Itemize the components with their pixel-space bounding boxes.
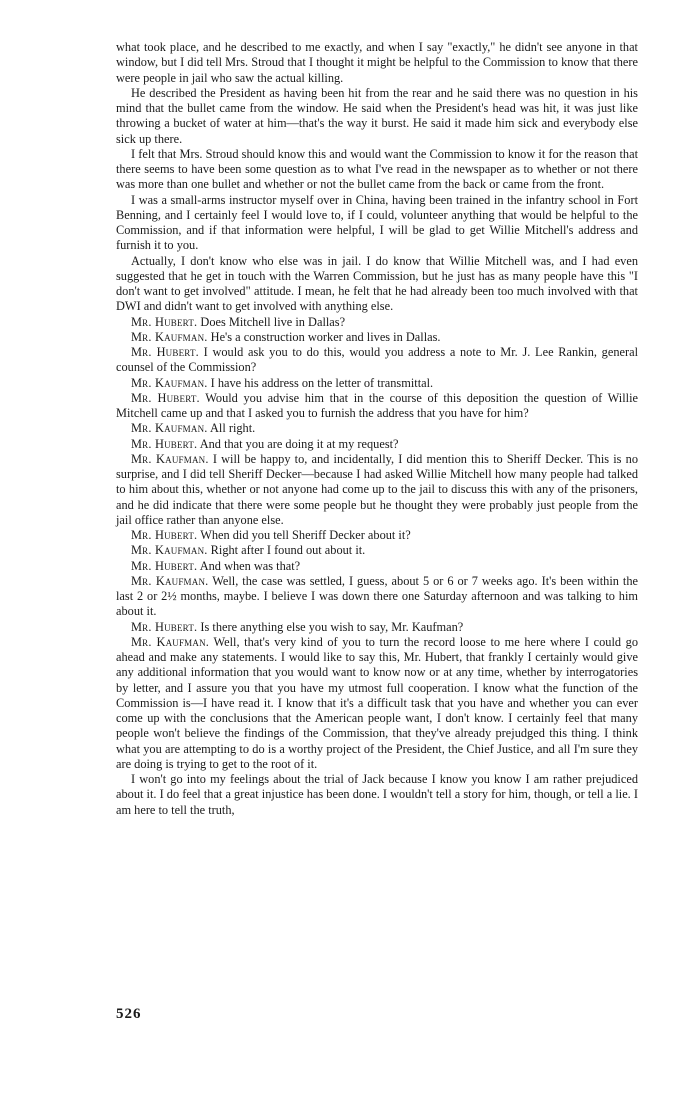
dialogue-line: Mr. Kaufman. All right. (131, 421, 256, 436)
paragraph: I won't go into my feelings about the trial of Jack because I know you know I am rather prejudiced about it. I do feel that a great injustice has been done. I wouldn't tell a story for him, though, or tell a lie. I am here to tell the truth, (116, 772, 638, 817)
speaker-label: Mr. Hubert. (131, 528, 198, 542)
dialogue-line: Mr. Kaufman. Right after I found out about it. (131, 543, 366, 558)
paragraph: Actually, I don't know who else was in jail. I do know that Willie Mitchell was, and I had even suggested that he get in touch with the Warren Commission, but he just has as many people have this "I don't want to get involved" attitude. I mean, he felt that he had already been too much involved with that DWI and didn't want to get involved with anything else. (116, 253, 638, 314)
speaker-label: Mr. Hubert. (131, 314, 198, 329)
dialogue-line: Mr. Kaufman. He's a construction worker and lives in Dallas. (131, 329, 441, 344)
dialogue-line: Mr. Hubert. I would ask you to do this, would you address a note to Mr. J. Lee Rankin, general counsel of the Commission? (116, 345, 639, 375)
speaker-label: Mr. Kaufman. (131, 634, 210, 649)
speaker-label: Mr. Kaufman. (131, 329, 208, 344)
page-number: 526 (116, 1006, 142, 1022)
speaker-label: Mr. Hubert. (131, 619, 198, 634)
speaker-label: Mr. Kaufman. (131, 375, 208, 390)
dialogue-line: Mr. Kaufman. I will be happy to, and incidentally, I did mention this to Sheriff Decker. This is no surprise, and I did tell Sheriff Decker—because I had asked Willie Mitchell how many people had talked to him about this, whether or not anyone had come up to the jail to discuss this with any of the prisoners, and he did indicate that there were some people but he thought they were probably just people from the jail office rather than anyone else. (116, 451, 638, 527)
speaker-label: Mr. Hubert. (131, 436, 198, 451)
paragraph: what took place, and he described to me exactly, and when I say "exactly," he didn't see anyone in that window, but I did tell Mrs. Stroud that I thought it might be helpful to the Commission to know that there were people in jail who saw the actual killing. (116, 40, 638, 85)
paragraph: I was a small-arms instructor myself over in China, having been trained in the infantry school in Fort Benning, and I certainly feel I would love to, if I could, volunteer anything that would be helpful to the Commission, and if that information were helpful, I will be glad to get Willie Mitchell's address and furnish it to you. (116, 192, 638, 253)
testimony-text (116, 40, 638, 818)
speaker-label: Mr. Kaufman. (131, 543, 208, 558)
speaker-label: Mr. Kaufman. (131, 421, 208, 436)
dialogue-line: Mr. Kaufman. I have his address on the letter of transmittal. (131, 375, 434, 390)
dialogue-line: Mr. Hubert. And when was that? (131, 558, 301, 573)
dialogue-line: Mr. Hubert. Does Mitchell live in Dallas? (131, 314, 346, 329)
dialogue-line: Mr. Kaufman. Well, the case was settled, I guess, about 5 or 6 or 7 weeks ago. It's been within the last 2 or 2½ months, maybe. I believe I was down there one Saturday afternoon and was talking to him about it. (116, 573, 638, 619)
speaker-label: Mr. Kaufman. (131, 573, 209, 588)
dialogue-line: Mr. Kaufman. Well, that's very kind of you to turn the record loose to me here where I could go ahead and make any statements. I would like to say this, Mr. Hubert, that frankly I certainly would give any additional information that you would want to know now or at any time, whether by interrogatories by letter, and I assure you that you have my utmost full cooperation. I know what the function of the Commission is—I have read it. I know that it's a difficult task that you have and whether you can ever come up with the conclusions that the American people want, I don't know. I certainly feel that many people won't believe the findings of the Commission, that they've already prejudged this thing. I think what you are attempting to do is a worthy project of the President, the Chief Justice, and all I'm sure they are doing is trying to get to the root of it. (116, 634, 638, 771)
dialogue-line: Mr. Hubert. And that you are doing it at my request? (131, 436, 399, 451)
dialogue-line: Mr. Hubert. Would you advise him that in the course of this deposition the question of Willie Mitchell came up and that I asked you to furnish the address that you have for him? (116, 390, 638, 420)
dialogue-line: Mr. Hubert. Is there anything else you wish to say, Mr. Kaufman? (131, 619, 464, 634)
paragraph: I felt that Mrs. Stroud should know this and would want the Commission to know it for the reason that there seems to have been some question as to what I've read in the newspaper as to whether or not there was more than one bullet and whether or not the bullet came from the back or came from the front. (116, 146, 638, 192)
dialogue-line: Mr. Hubert. When did you tell Sheriff Decker about it? (131, 528, 411, 542)
speaker-label: Mr. Hubert. (131, 390, 200, 405)
speaker-label: Mr. Hubert. (131, 558, 198, 573)
paragraph: He described the President as having been hit from the rear and he said there was no question in his mind that the bullet came from the window. He said when the President's head was hit, it was just like throwing a bucket of water at him—that's the way it burst. He said it made him sick and everybody else sick up there. (116, 85, 638, 146)
speaker-label: Mr. Hubert. (131, 345, 199, 359)
speaker-label: Mr. Kaufman. (131, 451, 209, 466)
